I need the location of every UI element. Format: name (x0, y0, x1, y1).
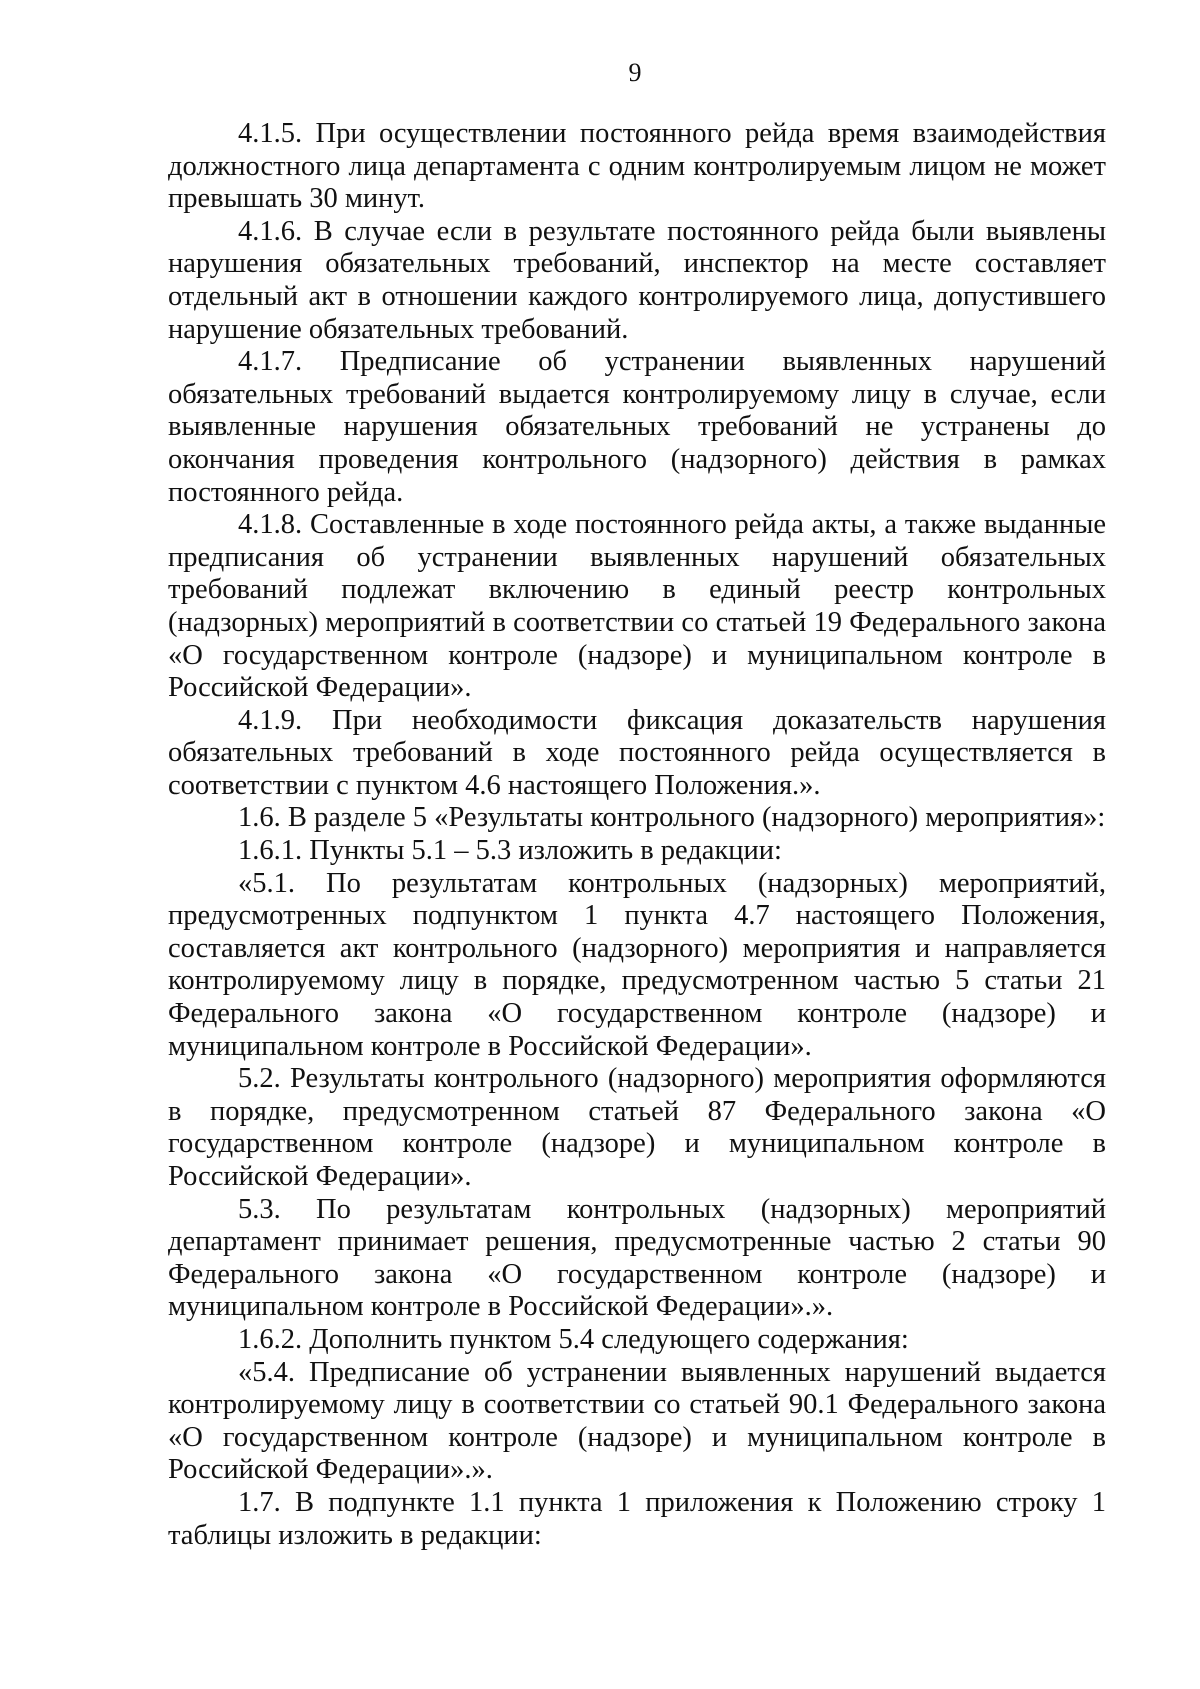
paragraph-5-3: 5.3. По результатам контрольных (надзорных) мероприятий департамент принимает решения, предусмотренные частью 2 статьи 90 Федерального закона «О государственном контроле (надзоре) и муниципальном контроле в Российской Федерации».». (168, 1193, 1106, 1323)
paragraph-5-4: «5.4. Предписание об устранении выявленных нарушений выдается контролируемому лицу в соответствии со статьей 90.1 Федерального закона «О государственном контроле (надзоре) и муниципальном контроле в Российской Федерации».». (168, 1356, 1106, 1486)
paragraph-1-6-2: 1.6.2. Дополнить пунктом 5.4 следующего содержания: (238, 1323, 909, 1355)
paragraph-4-1-5: 4.1.5. При осуществлении постоянного рейда время взаимодействия должностного лица департамента с одним контролируемым лицом не может превышать 30 минут. (168, 118, 1106, 215)
paragraph-4-1-7: 4.1.7. Предписание об устранении выявленных нарушений обязательных требований выдается контролируемому лицу в случае, если выявленные нарушения обязательных требований не устранены до окончания проведения контрольного (надзорного) действия в рамках постоянного рейда. (168, 346, 1106, 508)
page-number: 9 (628, 58, 642, 87)
paragraph-4-1-9: 4.1.9. При необходимости фиксация доказательств нарушения обязательных требований в ходе постоянного рейда осуществляется в соответствии с пунктом 4.6 настоящего Положения.». (168, 704, 1106, 801)
paragraph-5-2: 5.2. Результаты контрольного (надзорного) мероприятия оформляются в порядке, предусмотренном статьей 87 Федерального закона «О государственном контроле (надзоре) и муниципальном контроле в Российской Федерации». (168, 1063, 1106, 1192)
paragraph-1-7: 1.7. В подпункте 1.1 пункта 1 приложения к Положению строку 1 таблицы изложить в редакции: (168, 1486, 1106, 1551)
paragraph-5-1: «5.1. По результатам контрольных (надзорных) мероприятий, предусмотренных подпунктом 1 пункта 4.7 настоящего Положения, составляется акт контрольного (надзорного) мероприятия и направляется контролируемому лицу в порядке, предусмотренном частью 5 статьи 21 Федерального закона «О государственном контроле (надзоре) и муниципальном контроле в Российской Федерации». (168, 867, 1106, 1062)
paragraph-1-6: 1.6. В разделе 5 «Результаты контрольного (надзорного) мероприятия»: (238, 802, 1106, 834)
paragraph-4-1-6: 4.1.6. В случае если в результате постоянного рейда были выявлены нарушения обязательных требований, инспектор на месте составляет отдельный акт в отношении каждого контролируемого лица, допустившего нарушение обязательных требований. (168, 215, 1106, 345)
paragraph-4-1-8: 4.1.8. Составленные в ходе постоянного рейда акты, а также выданные предписания об устранении выявленных нарушений обязательных требований подлежат включению в единый реестр контрольных (надзорных) мероприятий в соответствии со статьей 19 Федерального закона «О государственном контроле (надзоре) и муниципальном контроле в Российской Федерации». (168, 509, 1106, 704)
paragraph-1-6-1: 1.6.1. Пункты 5.1 – 5.3 изложить в редакции: (238, 835, 782, 867)
document-body (168, 118, 1106, 1552)
